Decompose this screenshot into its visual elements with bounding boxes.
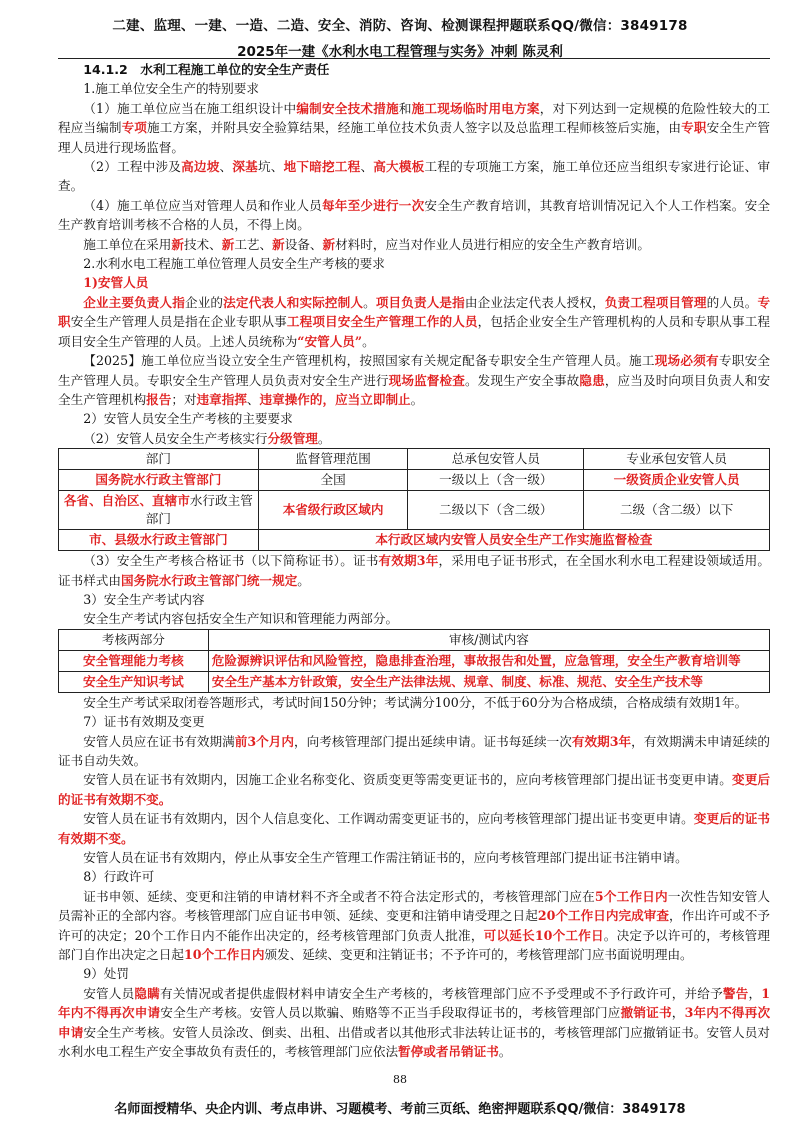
paragraph-9: 【2025】施工单位应当设立安全生产管理机构，按照国家有关规定配备专职安全生产管理人员。施工现场必须有专职安全生产管理人员。专职安全生产管理人员负责对安全生产进行现场监督检查。发现生产安全事故隐患，应当及时向项目负责人和安全生产管理机构报告；对违章指挥、违章操作的，应当立即制止。 [58,353,771,407]
paragraph-11: （2）安管人员安全生产考核实行分级管理。 [83,430,331,446]
paragraph-16: 7）证书有效期及变更 [83,714,205,730]
management-level-table [58,448,770,551]
paragraph-23: 9）处罚 [83,966,129,982]
table-cell: 安全生产基本方针政策，安全生产法律法规、规章、制度、标准、规范、安全生产技术等 [208,671,769,692]
table-cell: 国务院水行政主管部门 [59,470,259,491]
paragraph-4: （4）施工单位应当对管理人员和作业人员每年至少进行一次安全生产教育培训，其教育培训情况记入个人工作档案。安全生产教育培训考核不合格的人员，不得上岗。 [58,197,771,233]
header-rule [58,58,770,59]
paragraph-13: 3）安全生产考试内容 [83,591,205,607]
table-header-cell: 专业承包安管人员 [584,449,770,470]
table-header-cell: 部门 [59,449,259,470]
table-cell: 全国 [258,470,408,491]
table-header-cell: 监督管理范围 [258,449,408,470]
paragraph-22: 证书申领、延续、变更和注销的申请材料不齐全或者不符合法定形式的，考核管理部门应在5个工作日内一次性告知安管人员需补正的全部内容。考核管理部门应自证书申领、延续、变更和注销申请受理之日起20个工作日内完成审查，作出许可或不予许可的决定；20个工作日内不能作出决定的，经考核管理部门负责人批准，可以延长10个工作日。决定予以许可的，考核管理部门自作出决定之日起10个工作日内颁发、延续、变更和注销证书；不予许可的，考核管理部门应书面说明理由。 [58,888,771,963]
paragraph-24: 安管人员隐瞒有关情况或者提供虚假材料申请安全生产考核的，考核管理部门应不予受理或不予行政许可，并给予警告，1年内不得再次申请安全生产考核。安管人员以欺骗、贿赂等不正当手段取得证书的，考核管理部门应撤销证书，3年内不得再次申请安全生产考核。安管人员涂改、倒卖、出租、出借或者以其他形式非法转让证书的，考核管理部门应撤销证书。安管人员对水利水电工程生产安全事故负有责任的，考核管理部门应依法暂停或者吊销证书。 [58,985,771,1060]
p6-heading: 2.水利水电工程施工单位管理人员安全生产考核的要求 [83,256,385,272]
table-header-cell: 考核两部分 [59,629,209,650]
paragraph-19: 安管人员在证书有效期内，因个人信息变化、工作调动需变更证书的，应向考核管理部门提出证书变更申请。变更后的证书有效期不变。 [58,811,771,846]
table-cell: 危险源辨识评估和风险管控，隐患排查治理，事故报告和处置，应急管理，安全生产教育培训等 [208,650,769,671]
table-cell: 本行政区域内安管人员安全生产工作实施监督检查 [258,530,769,551]
header-line-2: 2025年一建《水利水电工程管理与实务》冲刺 陈灵利 [237,44,563,60]
page-content [58,60,770,1061]
paragraph-21: 8）行政许可 [83,869,155,885]
table-cell: 安全生产知识考试 [59,671,209,692]
table-cell: 市、县级水行政主管部门 [59,530,259,551]
table-row [59,671,770,692]
paragraph-12: （3）安全生产考核合格证书（以下简称证书）。证书有效期3年，采用电子证书形式，在全国水利水电工程建设领域适用。证书样式由国务院水行政主管部门统一规定。 [58,553,771,588]
paragraph-10: 2）安管人员安全生产考核的主要要求 [83,411,293,427]
paragraph-3: （2）工程中涉及高边坡、深基坑、地下暗挖工程、高大模板工程的专项施工方案，施工单位还应当组织专家进行论证、审查。 [58,159,771,194]
page-number: 88 [393,1073,407,1086]
table-header-row [59,449,770,470]
table-row [59,530,770,551]
footer-text: 名师面授精华、央企内训、考点串讲、习题模考、考前三页纸、绝密押题联系QQ/微信：3849178 [114,1102,686,1117]
table-row [59,650,770,671]
table-cell: 二级以下（含二级） [408,491,584,530]
exam-content-table [58,629,770,693]
table-header-cell: 审核/测试内容 [208,629,769,650]
table-row [59,470,770,491]
paragraph-18: 安管人员在证书有效期内，因施工企业名称变化、资质变更等需变更证书的，应向考核管理部门提出证书变更申请。变更后的证书有效期不变。 [58,772,771,807]
table-row [59,491,770,530]
section-title: 14.1.2 水利工程施工单位的安全生产责任 [83,62,330,77]
table-header-cell: 总承包安管人员 [408,449,584,470]
table-cell: 各省、自治区、直辖市水行政主管部门 [59,491,259,530]
table-cell: 安全管理能力考核 [59,650,209,671]
paragraph-8: 企业主要负责人指企业的法定代表人和实际控制人。项目负责人是指由企业法定代表人授权，负责工程项目管理的人员。专职安全生产管理人员是指在企业专职从事工程项目安全生产管理工作的人员，包括企业安全生产管理机构的人员和专职从事工程项目安全生产管理的人员。上述人员统称为“安管人员”。 [58,294,771,349]
paragraph-20: 安管人员在证书有效期内，停止从事安全生产管理工作需注销证书的，应向考核管理部门提出证书注销申请。 [83,850,688,865]
p1-heading: 1.施工单位安全生产的特别要求 [83,81,259,97]
paragraph-15: 安全生产考试采取闭卷答题形式，考试时间150分钟；考试满分100分，不低于60分为合格成绩，合格成绩有效期1年。 [83,694,748,710]
table-cell: 一级以上（含一级） [408,470,584,491]
table-cell: 一级资质企业安管人员 [584,470,770,491]
table-header-row [59,629,770,650]
table-cell: 二级（含二级）以下 [584,491,770,530]
paragraph-17: 安管人员应在证书有效期满前3个月内，向考核管理部门提出延续申请。证书每延续一次有效期3年，有效期满未申请延续的证书自动失效。 [58,733,771,768]
header-line-1: 二建、监理、一建、一造、二造、安全、消防、咨询、检测课程押题联系QQ/微信：3849178 [112,18,688,34]
paragraph-14: 安全生产考试内容包括安全生产知识和管理能力两部分。 [83,611,399,627]
paragraph-5: 施工单位在采用新技术、新工艺、新设备、新材料时，应当对作业人员进行相应的安全生产教育培训。 [83,236,650,252]
paragraph-2: （1）施工单位应当在施工组织设计中编制安全技术措施和施工现场临时用电方案，对下列达到一定规模的危险性较大的工程应当编制专项施工方案，并附具安全验算结果，经施工单位技术负责人签字以及总监理工程师核签后实施，由专职安全生产管理人员进行现场监督。 [58,100,771,155]
table-cell: 本省级行政区域内 [258,491,408,530]
p7-heading: 1)安管人员 [83,275,149,291]
